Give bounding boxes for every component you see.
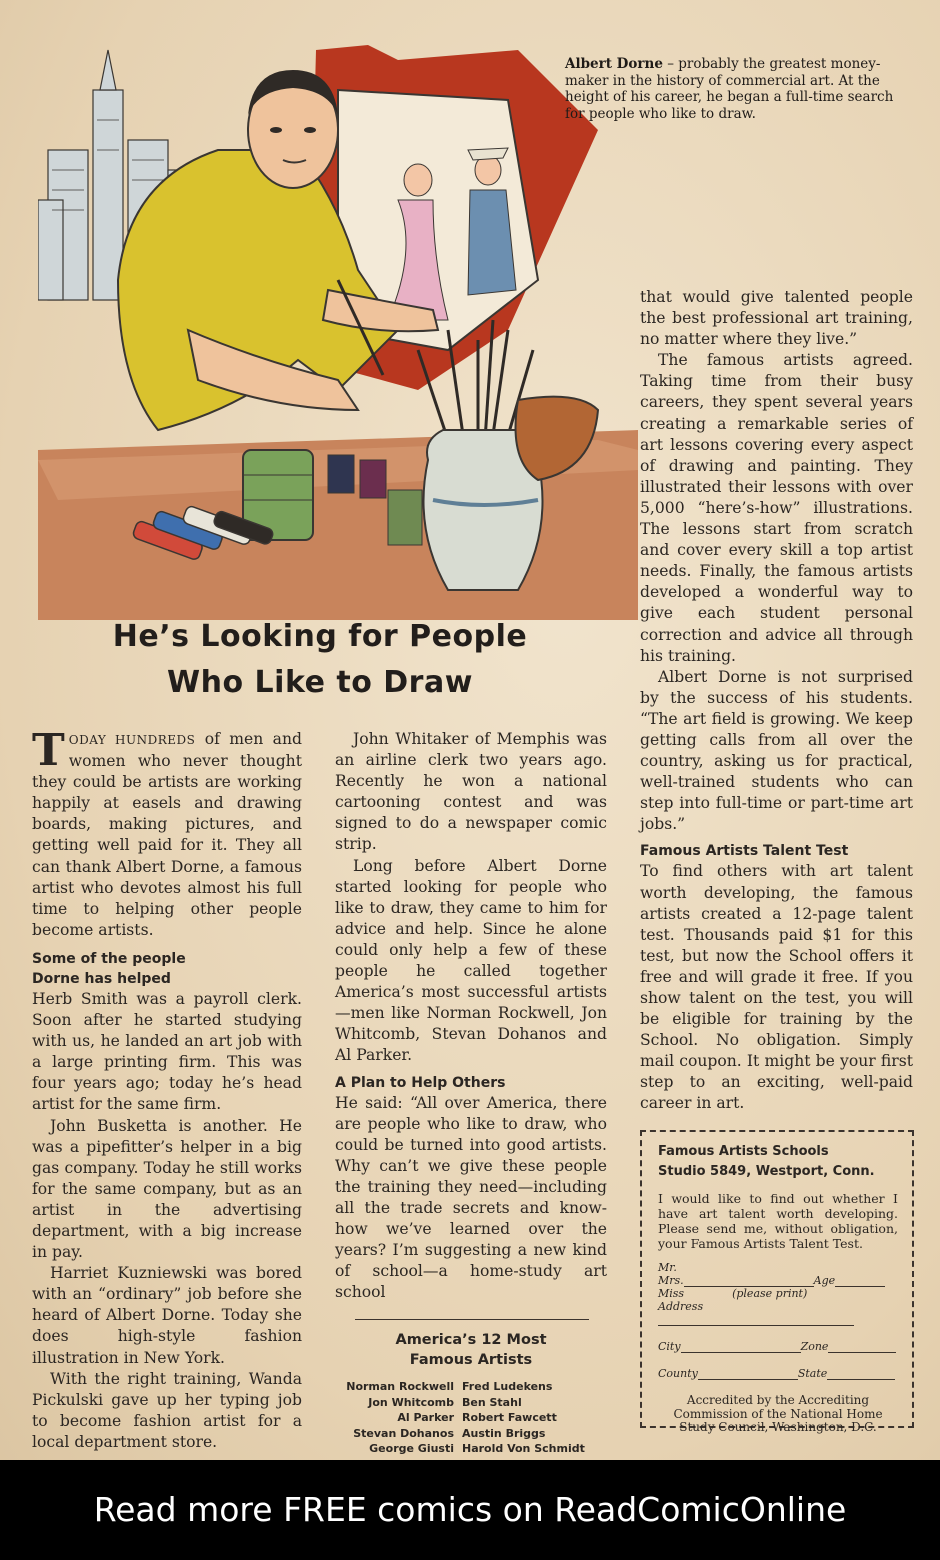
field-mr[interactable] <box>658 1261 898 1274</box>
albert-dorne-drawing-image <box>38 30 638 620</box>
subhead-talent-test: Famous Artists Talent Test <box>640 843 849 860</box>
intro-small-caps: ODAY HUNDREDS <box>68 733 196 747</box>
label-mrs: Mrs. <box>658 1274 684 1287</box>
accreditation-text: Accredited by the Accrediting Commission of the National Home Study Council, Washington, D.C. <box>673 1393 883 1434</box>
field-address[interactable] <box>658 1300 898 1326</box>
drop-cap: T <box>32 725 65 776</box>
artist-name: Fred Ludekens <box>462 1380 553 1394</box>
label-please-print: (please print) <box>732 1287 808 1300</box>
paragraph-long-before: Long before Albert Dorne started looking for people who like to draw, they came to him for advice and help. Since he alone could only help a few of these people he called together America’s most successful artists—men like Norman Rockwell, Jon Whitcomb, Stevan Dohanos and Al Parker. <box>335 856 607 1065</box>
label-state: State <box>797 1367 828 1380</box>
artist-name: Harold Von Schmidt <box>462 1442 585 1456</box>
subhead-line-1: Some of the people <box>32 950 186 967</box>
artist-illustration <box>38 30 638 620</box>
label-zone: Zone <box>800 1340 829 1353</box>
artists-list-title <box>335 1330 607 1370</box>
article-column-1 <box>32 725 302 1453</box>
artist-name: Ben Stahl <box>462 1395 522 1409</box>
subhead-people-helped <box>32 949 302 989</box>
paragraph-harriet-kuzniewski: Harriet Kuzniewski was bored with an “ordinary” job before she heard of Albert Dorne. Today she does high-style fashion illustration in New York. <box>32 1264 302 1367</box>
artist-name: Norman Rockwell <box>346 1380 454 1394</box>
site-banner[interactable]: Read more FREE comics on ReadComicOnline <box>0 1460 940 1560</box>
field-county-state[interactable] <box>658 1367 898 1380</box>
artist-name: George Giusti <box>369 1442 454 1456</box>
paragraph-wanda-pickulski: With the right training, Wanda Pickulski gave up her typing job to become fashion artist for a local department store. <box>32 1369 302 1451</box>
divider <box>355 1319 589 1320</box>
subhead-plan: A Plan to Help Others <box>335 1074 506 1091</box>
coupon-body: I would like to find out whether I have art talent worth developing. Please send me, without obligation, your Famous Artists Talent Test. <box>658 1191 898 1251</box>
artist-name: Austin Briggs <box>462 1426 546 1440</box>
caption-text: – probably the greatest money-maker in the history of commercial art. At the height of his career, he began a full-time search for people who like to draw. <box>565 56 894 122</box>
headline-line-2: Who Like to Draw <box>167 665 473 700</box>
subhead-line-2: Dorne has helped <box>32 970 171 987</box>
mail-coupon[interactable] <box>640 1130 914 1434</box>
paragraph-john-busketta: John Busketta is another. He was a pipefitter’s helper in a big gas company. Today he still works for the same company, but as an artist in the advertising department, with a big increase in pay. <box>32 1116 302 1262</box>
article-column-3 <box>640 287 913 1115</box>
label-age: Age <box>813 1274 836 1287</box>
field-mrs-age[interactable] <box>658 1274 898 1287</box>
label-address: Address <box>658 1300 704 1313</box>
artists-list <box>327 1380 607 1472</box>
paragraph-continued: that would give talented people the best professional art training, no matter where they live.” <box>640 288 913 349</box>
label-city: City <box>658 1340 681 1353</box>
coupon-address: Studio 5849, Westport, Conn. <box>658 1164 875 1179</box>
intro-paragraph <box>32 725 302 941</box>
artist-name: Robert Fawcett <box>462 1411 557 1425</box>
coupon-school-name: Famous Artists Schools <box>658 1144 829 1159</box>
label-county: County <box>658 1367 698 1380</box>
field-city-zone[interactable] <box>658 1340 898 1353</box>
label-miss: Miss <box>658 1287 685 1300</box>
artist-name: Jon Whitcomb <box>368 1395 454 1409</box>
paragraph-herb-smith: Herb Smith was a payroll clerk. Soon after he started studying with us, he landed an art job with a large printing firm. This was four years ago; today he’s head artist for the same firm. <box>32 989 302 1114</box>
artists-title-line-1: America’s 12 Most <box>395 1332 547 1349</box>
artist-name: Stevan Dohanos <box>353 1426 454 1440</box>
intro-text: of men and women who never thought they could be artists are working happily at easels and drawing boards, making pictures, and getting well paid for it. They all can thank Albert Dorne, a famous artist who devotes almost his full time to helping other people become artists. <box>32 730 302 939</box>
paragraph-john-whitaker: John Whitaker of Memphis was an airline clerk two years ago. Recently he won a national cartooning contest and was signed to do a newspaper comic strip. <box>335 730 607 854</box>
paragraph-artists-agreed: The famous artists agreed. Taking time from their busy careers, they spent several years creating a remarkable series of art lessons covering every aspect of drawing and painting. They illustrated their lessons with over 5,000 “here’s-how” illustrations. The lessons start from scratch and cover every skill a top artist needs. Finally, the famous artists developed a wonderful way to give each student personal correction and advice all through his training. <box>640 351 913 665</box>
paragraph-he-said: He said: “All over America, there are people who like to draw, who could be turned into good artists. Why can’t we give these people the training they need—including all the trade secrets and know-how we’ve learned over the years? I’m suggesting a new kind of school—a home-study art school <box>335 1093 607 1302</box>
caption-name: Albert Dorne <box>565 56 663 72</box>
article-column-2 <box>335 729 607 1472</box>
label-mr: Mr. <box>658 1261 677 1274</box>
headline-line-1: He’s Looking for People <box>112 619 528 654</box>
paragraph-not-surprised: Albert Dorne is not surprised by the success of his students. “The art field is growing. We keep getting calls from all over the country, asking us for practical, well-trained students who can step into full-time or part-time art jobs.” <box>640 667 913 834</box>
artists-title-line-2: Famous Artists <box>409 1352 533 1369</box>
headline <box>40 614 600 706</box>
paragraph-talent-test: To find others with art talent worth developing, the famous artists created a 12-page talent test. Thousands paid $1 for this test, but now the School offers it free and will grade it free. If you show talent on the test, you will be eligible for training by the School. No obligation. Simply mail coupon. It might be your first step to an exciting, well-paid career in art. <box>640 862 913 1113</box>
artist-name: Al Parker <box>397 1411 454 1425</box>
field-miss[interactable] <box>658 1287 898 1300</box>
photo-caption <box>565 56 895 122</box>
